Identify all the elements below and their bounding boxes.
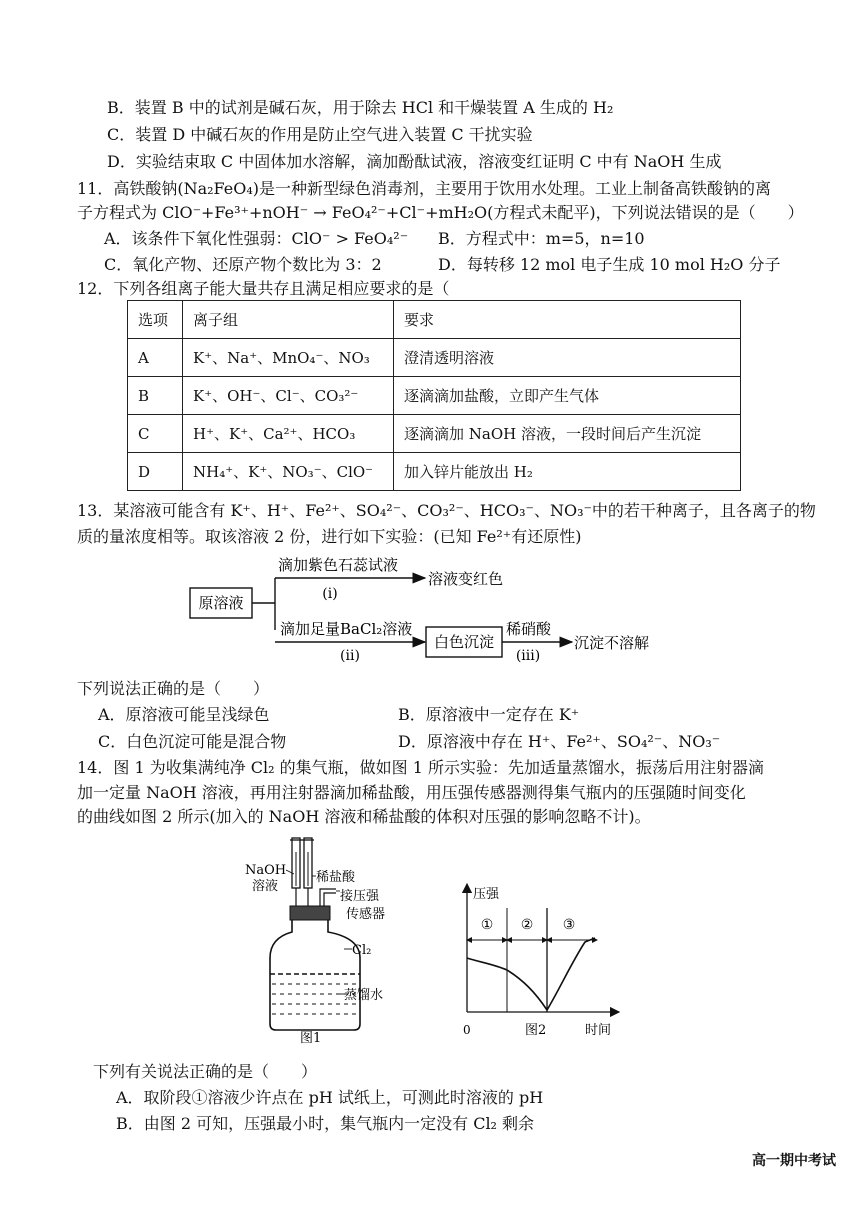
x-axis-label: 时间 bbox=[585, 1023, 612, 1038]
q11-stem-line2: 子方程式为 ClO⁻+Fe³⁺+nOH⁻ → FeO₄²⁻+Cl⁻+mH₂O(方程式未配平)，下列说法错误的是（ ） bbox=[77, 203, 804, 222]
start-box-label: 原溶液 bbox=[198, 594, 244, 612]
step1-result: 溶液变红色 bbox=[428, 570, 504, 588]
step2-num: (ii) bbox=[340, 648, 360, 664]
water-label: 蒸馏水 bbox=[344, 988, 384, 1003]
sensor-label-1: 接压强 bbox=[340, 889, 380, 904]
white-precipitate-label: 白色沉淀 bbox=[433, 633, 495, 651]
q14-stem-line2: 加一定量 NaOH 溶液，再用注射器滴加稀盐酸，用压强传感器测得集气瓶内的压强随时间变化 bbox=[77, 783, 746, 802]
table-row bbox=[128, 453, 741, 491]
row-requirement: 澄清透明溶液 bbox=[394, 339, 741, 377]
row-option: C bbox=[128, 415, 183, 453]
figure-1-apparatus bbox=[240, 834, 410, 1044]
table-row bbox=[128, 377, 741, 415]
row-requirement: 逐滴滴加 NaOH 溶液，一段时间后产生沉淀 bbox=[394, 415, 741, 453]
row-ions: NH₄⁺、K⁺、NO₃⁻、ClO⁻ bbox=[183, 453, 394, 491]
q10-option-d: D．实验结束取 C 中固体加水溶解，滴加酚酞试液，溶液变红证明 C 中有 NaOH 生成 bbox=[107, 152, 722, 171]
table-row bbox=[128, 339, 741, 377]
sensor-label-2: 传感器 bbox=[346, 907, 386, 922]
row-ions: K⁺、OH⁻、Cl⁻、CO₃²⁻ bbox=[183, 377, 394, 415]
q11-stem-line1: 11．高铁酸钠(Na₂FeO₄)是一种新型绿色消毒剂，主要用于饮用水处理。工业上制备高铁酸钠的离 bbox=[77, 179, 772, 198]
stage-1-label: ① bbox=[480, 917, 494, 933]
q14-option-b: B．由图 2 可知，压强最小时，集气瓶内一定没有 Cl₂ 剩余 bbox=[116, 1114, 535, 1133]
footer-exam-title: 高一期中考试 bbox=[752, 1153, 836, 1169]
q14-stem-line1: 14．图 1 为收集满纯净 Cl₂ 的集气瓶，做如图 1 所示实验：先加适量蒸馏水，振荡后用注射器滴 bbox=[77, 758, 765, 777]
row-option: B bbox=[128, 377, 183, 415]
q11-option-a: A．该条件下氧化性强弱：ClO⁻ > FeO₄²⁻ bbox=[104, 229, 409, 248]
q13-prompt: 下列说法正确的是（ ） bbox=[77, 679, 270, 698]
table-row bbox=[128, 415, 741, 453]
header-option: 选项 bbox=[128, 301, 183, 339]
origin-label: 0 bbox=[463, 1023, 471, 1037]
stopper bbox=[290, 906, 330, 920]
q11-option-d: D．每转移 12 mol 电子生成 10 mol H₂O 分子 bbox=[438, 255, 781, 274]
figure-2-caption: 图2 bbox=[525, 1023, 547, 1038]
q13-option-a: A．原溶液可能呈浅绿色 bbox=[98, 705, 270, 724]
q14-option-a: A．取阶段①溶液少许点在 pH 试纸上，可测此时溶液的 pH bbox=[116, 1088, 544, 1107]
naoh-label-1: NaOH bbox=[245, 863, 287, 878]
step3-label: 稀硝酸 bbox=[506, 620, 552, 638]
figure-1-caption: 图1 bbox=[300, 1031, 322, 1044]
y-axis-label: 压强 bbox=[473, 887, 500, 902]
row-ions: H⁺、K⁺、Ca²⁺、HCO₃ bbox=[183, 415, 394, 453]
row-ions: K⁺、Na⁺、MnO₄⁻、NO₃ bbox=[183, 339, 394, 377]
q12-stem: 12．下列各组离子能大量共存且满足相应要求的是（ bbox=[77, 279, 450, 298]
header-ions: 离子组 bbox=[183, 301, 394, 339]
row-requirement: 逐滴滴加盐酸，立即产生气体 bbox=[394, 377, 741, 415]
q13-option-c: C．白色沉淀可能是混合物 bbox=[98, 732, 287, 751]
q10-option-c: C．装置 D 中碱石灰的作用是防止空气进入装置 C 干扰实验 bbox=[107, 125, 533, 144]
step1-label: 滴加紫色石蕊试液 bbox=[278, 556, 399, 574]
stage-3-label: ③ bbox=[562, 917, 576, 933]
step1-num: (i) bbox=[322, 586, 338, 602]
row-option: A bbox=[128, 339, 183, 377]
naoh-label-2: 溶液 bbox=[252, 879, 279, 894]
row-option: D bbox=[128, 453, 183, 491]
q13-flow-diagram bbox=[180, 550, 700, 670]
q13-option-d: D．原溶液中存在 H⁺、Fe²⁺、SO₄²⁻、NO₃⁻ bbox=[398, 732, 721, 751]
step3-result: 沉淀不溶解 bbox=[574, 634, 650, 652]
q11-option-c: C．氧化产物、还原产物个数比为 3：2 bbox=[104, 255, 382, 274]
figure-2-pressure-curve bbox=[455, 880, 625, 1040]
q14-stem-line3: 的曲线如图 2 所示(加入的 NaOH 溶液和稀盐酸的体积对压强的影响忽略不计)。 bbox=[77, 807, 651, 826]
table-header-row bbox=[128, 301, 741, 339]
q10-option-b: B．装置 B 中的试剂是碱石灰，用于除去 HCl 和干燥装置 A 生成的 H₂ bbox=[107, 98, 614, 117]
stage-2-label: ② bbox=[520, 917, 534, 933]
q11-option-b: B．方程式中：m=5，n=10 bbox=[438, 229, 645, 248]
q13-stem-line1: 13．某溶液可能含有 K⁺、H⁺、Fe²⁺、SO₄²⁻、CO₃²⁻、HCO₃⁻、NO₃⁻中的若干种离子，且各离子的物 bbox=[77, 501, 816, 520]
q12-table bbox=[127, 300, 741, 491]
step3-num: (iii) bbox=[515, 648, 541, 664]
hcl-label: 稀盐酸 bbox=[316, 870, 356, 885]
cl2-label: Cl₂ bbox=[352, 943, 372, 958]
q13-stem-line2: 质的量浓度相等。取该溶液 2 份，进行如下实验：(已知 Fe²⁺有还原性) bbox=[77, 527, 582, 546]
header-requirement: 要求 bbox=[394, 301, 741, 339]
pressure-curve bbox=[467, 938, 595, 1010]
row-requirement: 加入锌片能放出 H₂ bbox=[394, 453, 741, 491]
step2-label: 滴加足量BaCl₂溶液 bbox=[280, 620, 413, 638]
q14-prompt: 下列有关说法正确的是（ ） bbox=[93, 1062, 318, 1081]
q13-option-b: B．原溶液中一定存在 K⁺ bbox=[398, 705, 580, 724]
